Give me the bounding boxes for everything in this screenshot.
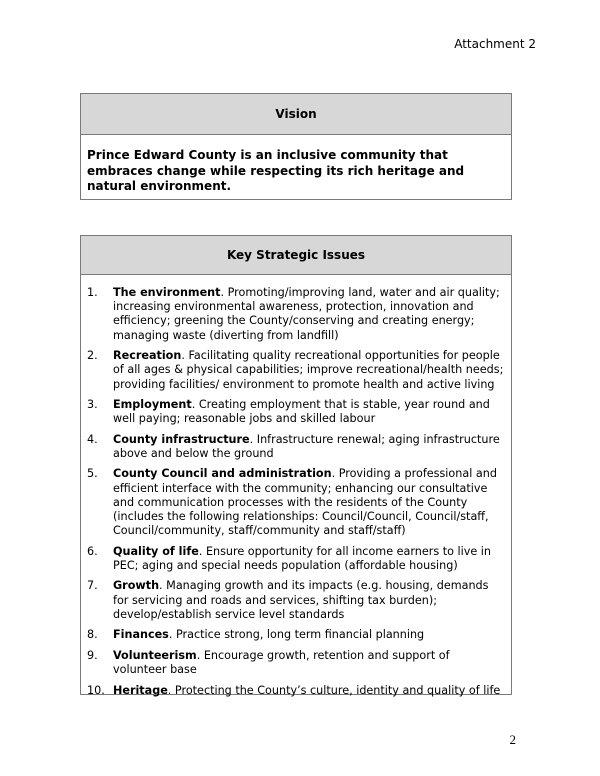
issues-list [81, 275, 511, 698]
issue-item [87, 433, 505, 461]
issue-title: County Council and administration [113, 467, 332, 481]
issue-body: Finances. Practice strong, long term financial planning [113, 628, 425, 642]
page-number: 2 [509, 732, 516, 747]
issue-description: Practice strong, long term financial planning [175, 628, 425, 642]
issue-body: The environment. Promoting/improving land, water and air quality; increasing environmental awareness, protection, innovation and efficiency; greening the County/conserving and creating energy; managing waste (diverting from landfill) [113, 286, 500, 342]
issue-body: Quality of life. Ensure opportunity for all income earners to live in PEC; aging and special needs population (affordable housing) [113, 544, 491, 572]
issue-description: Facilitating quality recreational opportunities for people of all ages & physical capabilities; improve recreational/health needs; providing facilities/ environment to promote health and active living [113, 349, 504, 391]
issue-body: County Council and administration. Providing a professional and efficient interface with the community; enhancing our consultative and communication processes with the residents of the County (includes the following relationships: Council/Council, Council/staff, Council/community, staff/community and staff/staff) [113, 467, 497, 538]
issue-title: Employment [113, 398, 192, 412]
issue-description: Creating employment that is stable, year round and well paying; reasonable jobs and skilled labour [113, 398, 490, 426]
issue-title: Growth [113, 579, 160, 593]
attachment-label: Attachment 2 [454, 37, 536, 51]
issue-title: Finances [113, 628, 169, 642]
issue-item [87, 286, 505, 343]
issue-title: Recreation [113, 349, 182, 363]
issue-body: Recreation. Facilitating quality recreational opportunities for people of all ages & physical capabilities; improve recreational/health needs; providing facilities/ environment to promote health and active living [113, 349, 504, 391]
issue-number: 3. [87, 398, 98, 412]
issue-number: 5. [87, 467, 98, 481]
issue-number: 1. [87, 286, 98, 299]
issue-body: Employment. Creating employment that is stable, year round and well paying; reasonable jobs and skilled labour [113, 398, 490, 426]
issue-body: Growth. Managing growth and its impacts (e.g. housing, demands for servicing and roads and services, shifting tax burden); develop/establish service level standards [113, 579, 489, 621]
issue-number: 10. [87, 683, 105, 697]
key-strategic-issues-box [80, 235, 512, 695]
issue-title: County infrastructure [113, 432, 250, 446]
issue-item [87, 349, 505, 392]
issue-description: Encourage growth, retention and support of volunteer base [113, 648, 450, 677]
issue-item [87, 398, 505, 426]
vision-heading: Vision [81, 94, 511, 135]
issue-description: Providing a professional and efficient interface with the community; enhancing our consultative and communication processes with the residents of the County (includes the following relationships: Council/Council, Council/staff, Council/community, staff/community and staff/staff) [113, 467, 497, 538]
issue-description: Protecting the County’s culture, identity and quality of life [174, 683, 501, 697]
vision-box [80, 93, 512, 200]
issue-title: Quality of life [113, 544, 199, 558]
issue-number: 7. [87, 579, 98, 593]
issue-description: Promoting/improving land, water and air quality; increasing environmental awareness, protection, innovation and efficiency; greening the County/conserving and creating energy; managing waste (diverting from landfill) [113, 286, 500, 342]
issue-number: 2. [87, 349, 98, 363]
issue-number: 8. [87, 628, 98, 642]
issue-title: Volunteerism [113, 648, 197, 662]
issue-title: The environment [113, 286, 221, 299]
vision-statement: Prince Edward County is an inclusive community that embraces change while respecting its rich heritage and natural environment. [87, 148, 465, 193]
issue-item [87, 467, 505, 538]
issue-number: 6. [87, 544, 98, 558]
issue-description: Infrastructure renewal; aging infrastructure above and below the ground [113, 432, 500, 460]
issue-item [87, 628, 505, 642]
issue-description: Ensure opportunity for all income earners to live in PEC; aging and special needs population (affordable housing) [113, 544, 491, 572]
issue-body: Heritage. Protecting the County’s culture, identity and quality of life [113, 683, 501, 697]
issue-item [87, 579, 505, 622]
issue-body: Volunteerism. Encourage growth, retention and support of volunteer base [113, 648, 450, 677]
issue-body: County infrastructure. Infrastructure renewal; aging infrastructure above and below the ground [113, 432, 500, 460]
issue-item [87, 545, 505, 573]
issues-heading: Key Strategic Issues [81, 236, 511, 275]
issue-item [87, 684, 505, 698]
issue-title: Heritage [113, 683, 168, 697]
issue-number: 9. [87, 648, 98, 662]
issue-number: 4. [87, 432, 98, 446]
issue-item [87, 649, 505, 677]
issue-description: Managing growth and its impacts (e.g. housing, demands for servicing and roads and services, shifting tax burden); develop/establish service level standards [113, 579, 489, 621]
